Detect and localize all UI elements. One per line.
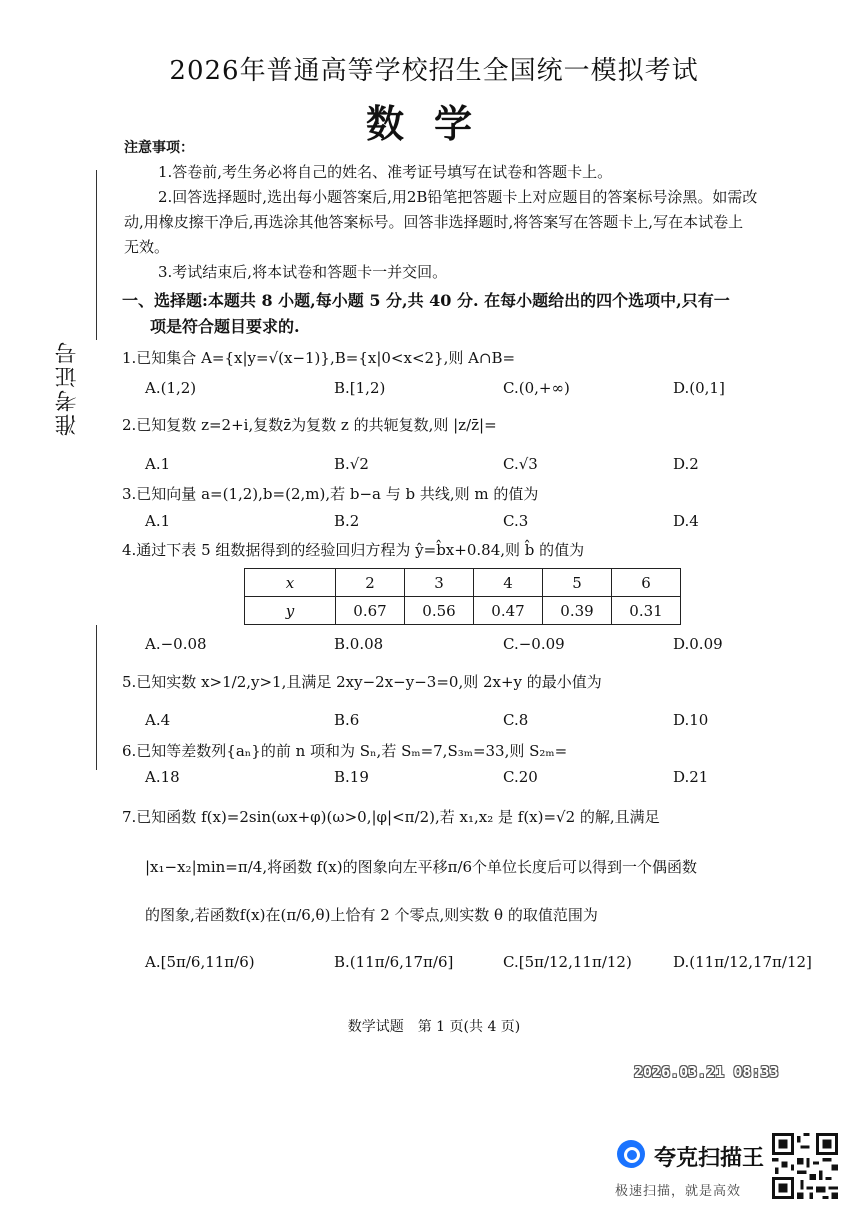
question-1-option-c: C.(0,+∞) <box>503 379 570 397</box>
table-cell: 0.56 <box>405 597 474 625</box>
question-7-stem-cont: 的图象,若函数f(x)在(π/6,θ)上恰有 2 个零点,则实数 θ 的取值范围为 <box>145 906 598 924</box>
notice-item: 1.答卷前,考生务必将自己的姓名、准考证号填写在试卷和答题卡上。 <box>158 163 613 181</box>
question-7-stem-cont: |x₁−x₂|min=π/4,将函数 f(x)的图象向左平移π/6个单位长度后可以得到一个偶函数 <box>145 858 698 876</box>
page-footer: 数学试题 第 1 页(共 4 页) <box>347 1019 521 1035</box>
question-4-option-b: B.0.08 <box>334 635 384 653</box>
question-3-stem: 3.已知向量 a=(1,2),b=(2,m),若 b−a 与 b 共线,则 m 的值为 <box>122 485 539 503</box>
question-5-option-a: A.4 <box>145 711 171 729</box>
question-7-option-a: A.[5π/6,11π/6) <box>145 953 255 971</box>
margin-line-bottom <box>96 625 97 770</box>
question-2-stem: 2.已知复数 z=2+i,复数z̄为复数 z 的共轭复数,则 |z/z̄|= <box>122 416 497 434</box>
table-row <box>245 597 681 625</box>
question-5-option-c: C.8 <box>503 711 529 729</box>
table-header-x: x <box>245 569 336 597</box>
question-3-option-d: D.4 <box>673 512 699 530</box>
question-4-option-d: D.0.09 <box>673 635 723 653</box>
question-2-option-d: D.2 <box>673 455 699 473</box>
notice-item: 动,用橡皮擦干净后,再选涂其他答案标号。回答非选择题时,将答案写在答题卡上,写在本试卷上 <box>124 213 744 231</box>
notice-item: 3.考试结束后,将本试卷和答题卡一并交回。 <box>158 263 448 281</box>
question-6-option-c: C.20 <box>503 768 538 786</box>
question-2-option-a: A.1 <box>145 455 171 473</box>
table-cell: 4 <box>474 569 543 597</box>
regression-data-table <box>244 568 681 625</box>
question-2-option-c: C.√3 <box>503 455 538 473</box>
question-4-option-c: C.−0.09 <box>503 635 565 653</box>
table-cell: 0.67 <box>336 597 405 625</box>
question-6-option-d: D.21 <box>673 768 709 786</box>
question-6-option-a: A.18 <box>145 768 180 786</box>
question-5-stem: 5.已知实数 x>1/2,y>1,且满足 2xy−2x−y−3=0,则 2x+y 的最小值为 <box>122 673 602 691</box>
table-cell: 3 <box>405 569 474 597</box>
question-7-option-d: D.(11π/12,17π/12] <box>673 953 812 971</box>
margin-line-top <box>96 170 97 340</box>
table-cell: 0.47 <box>474 597 543 625</box>
table-cell: 0.31 <box>612 597 681 625</box>
table-cell: 6 <box>612 569 681 597</box>
question-6-option-b: B.19 <box>334 768 369 786</box>
subject-title: 数学 <box>365 101 502 146</box>
question-4-option-a: A.−0.08 <box>145 635 207 653</box>
question-1-option-b: B.[1,2) <box>334 379 386 397</box>
question-1-option-d: D.(0,1] <box>673 379 725 397</box>
section-heading-cont: 项是符合题目要求的. <box>150 317 300 336</box>
question-7-stem: 7.已知函数 f(x)=2sin(ωx+φ)(ω>0,|φ|<π/2),若 x₁,x₂ 是 f(x)=√2 的解,且满足 <box>122 808 660 826</box>
qr-code-icon <box>772 1133 838 1199</box>
notice-heading: 注意事项： <box>124 140 194 156</box>
scanner-logo-icon <box>617 1140 645 1168</box>
exam-title: 2026年普通高等学校招生全国统一模拟考试 <box>169 56 699 86</box>
question-4-stem: 4.通过下表 5 组数据得到的经验回归方程为 ŷ=b̂x+0.84,则 b̂ 的值为 <box>122 541 585 559</box>
section-heading: 一、选择题:本题共 8 小题,每小题 5 分,共 40 分. 在每小题给出的四个选项中,只有一 <box>122 291 730 310</box>
sidebar-exam-number-label: 准考证号 <box>55 340 80 436</box>
question-3-option-b: B.2 <box>334 512 360 530</box>
table-cell: 5 <box>543 569 612 597</box>
table-row <box>245 569 681 597</box>
question-7-option-b: B.(11π/6,17π/6] <box>334 953 454 971</box>
question-1-option-a: A.(1,2) <box>145 379 197 397</box>
question-3-option-a: A.1 <box>145 512 171 530</box>
scanner-brand: 夸克扫描王 <box>654 1146 765 1171</box>
notice-item: 无效。 <box>124 238 170 256</box>
question-1-stem: 1.已知集合 A={x|y=√(x−1)},B={x|0<x<2},则 A∩B= <box>122 349 516 367</box>
question-5-option-d: D.10 <box>673 711 709 729</box>
question-5-option-b: B.6 <box>334 711 360 729</box>
table-header-y: y <box>245 597 336 625</box>
notice-item: 2.回答选择题时,选出每小题答案后,用2B铅笔把答题卡上对应题目的答案标号涂黑。如需改 <box>158 188 758 206</box>
question-7-option-c: C.[5π/12,11π/12) <box>503 953 632 971</box>
scan-timestamp: 2026.03.21 08:33 <box>634 1063 779 1081</box>
table-cell: 2 <box>336 569 405 597</box>
table-cell: 0.39 <box>543 597 612 625</box>
question-2-option-b: B.√2 <box>334 455 369 473</box>
scanner-slogan: 极速扫描，就是高效 <box>615 1184 742 1199</box>
question-3-option-c: C.3 <box>503 512 529 530</box>
question-6-stem: 6.已知等差数列{aₙ}的前 n 项和为 Sₙ,若 Sₘ=7,S₃ₘ=33,则 S₂ₘ= <box>122 742 568 760</box>
